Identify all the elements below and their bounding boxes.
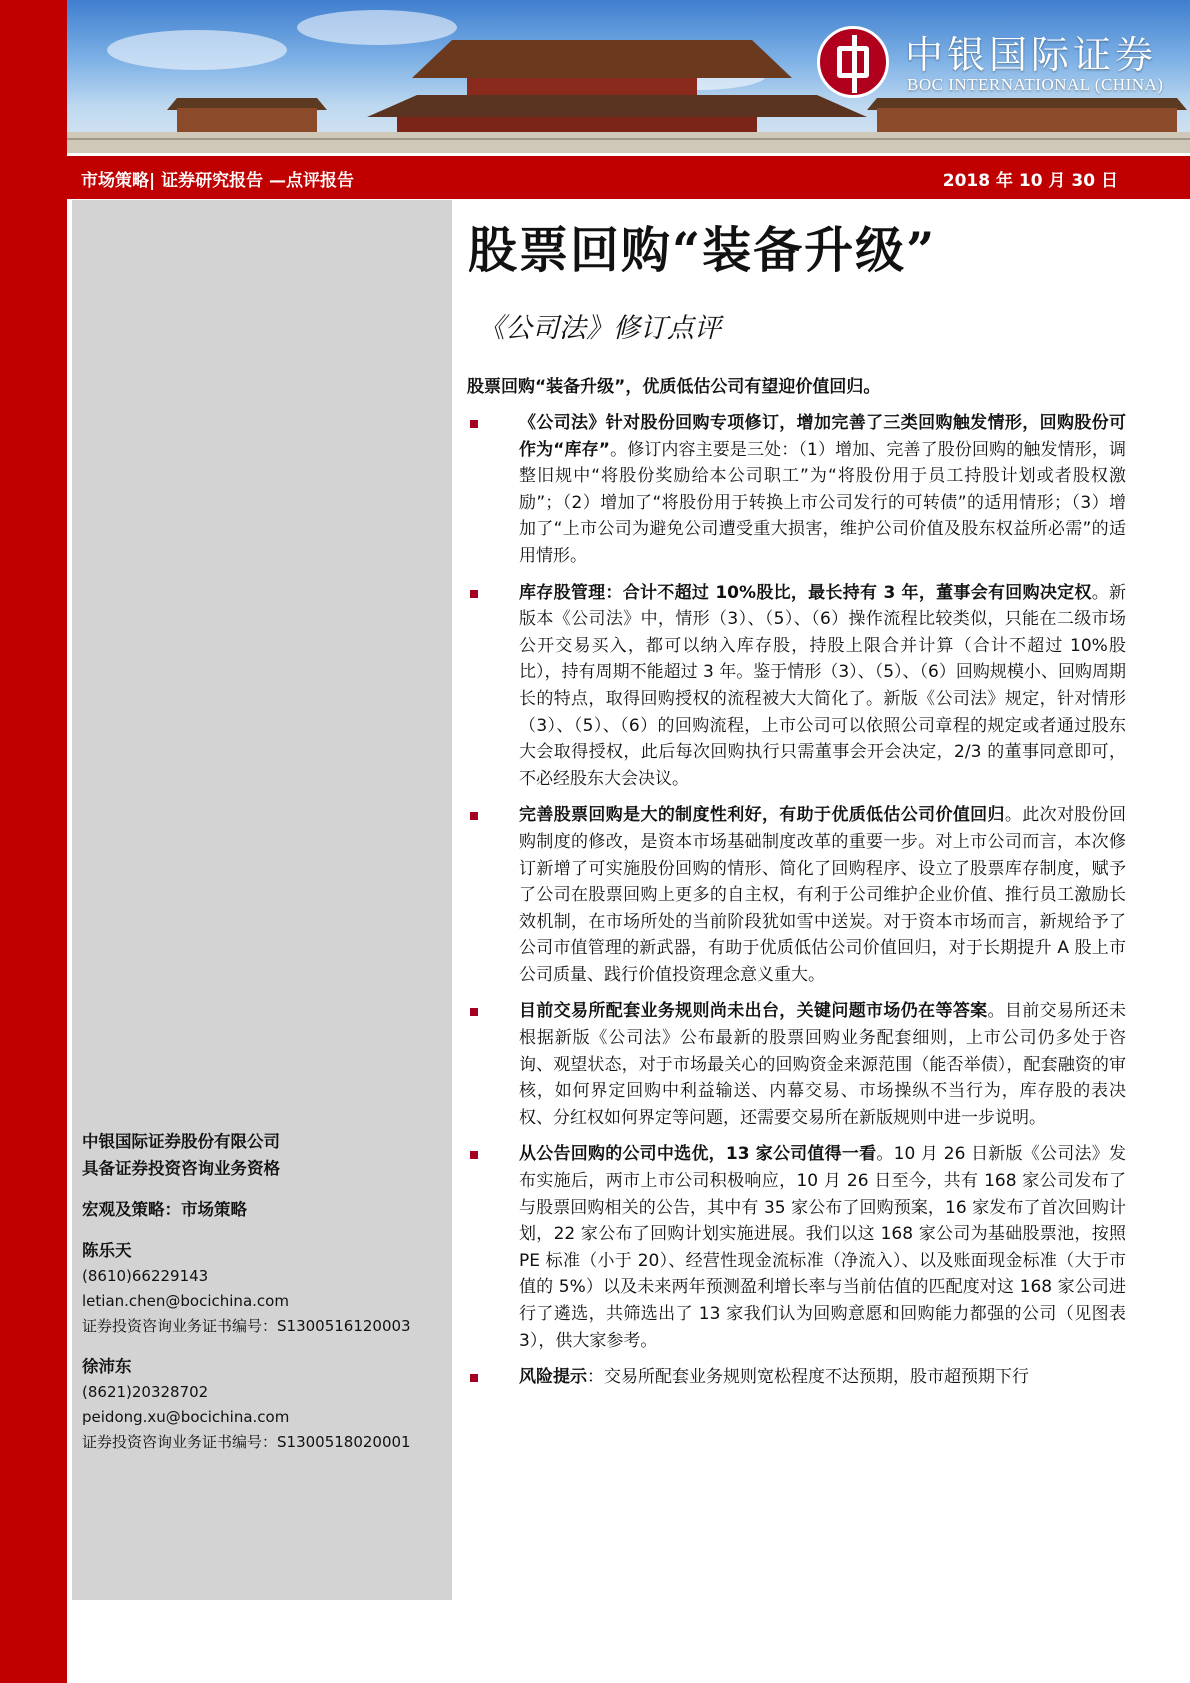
list-item [462, 802, 1126, 988]
logo-chinese-name: 中银国际证券 [905, 33, 1158, 77]
terrace-rail [67, 138, 1190, 140]
report-title: 股票回购“装备升级” [468, 221, 937, 279]
company-qualification: 具备证券投资咨询业务资格 [82, 1159, 280, 1178]
bullet-text: 。修订内容主要是三处：（1）增加、完善了股份回购的触发情形，调整旧规中“将股份奖励给本公司职工”为“将股份用于员工持股计划或者股权激励”；（2）增加了“将股份用于转换上市公司发行的可转债”的适用情形；（3）增加了“上市公司为避免公司遭受重大损害，维护公司价值及股东权益所必需”的适用情形。 [519, 439, 1126, 566]
analyst-email[interactable]: letian.chen@bocichina.com [82, 1292, 289, 1310]
analyst-cert: 证券投资咨询业务证书编号：S1300516120003 [82, 1317, 411, 1335]
list-item [462, 410, 1126, 570]
company-name: 中银国际证券股份有限公司 [82, 1132, 280, 1151]
list-item [462, 580, 1126, 793]
bullet-heading: 库存股管理：合计不超过 10%股比，最长持有 3 年，董事会有回购决定权 [519, 582, 1092, 603]
square-bullet-icon [470, 1151, 478, 1159]
logo-english-name: BOC INTERNATIONAL (CHINA) [907, 75, 1164, 94]
analyst-name: 徐沛东 [82, 1357, 132, 1376]
company-logo [817, 20, 1190, 110]
terrace [67, 132, 1190, 153]
square-bullet-icon [470, 590, 478, 598]
analyst-email[interactable]: peidong.xu@bocichina.com [82, 1408, 290, 1426]
list-item [462, 1364, 1126, 1391]
bullet-heading: 目前交易所配套业务规则尚未出台，关键问题市场仍在等答案 [519, 1001, 988, 1022]
bullet-text: 。目前交易所还未根据新版《公司法》公布最新的股票回购业务配套细则，上市公司仍多处于咨询、观望状态，对于市场最关心的回购资金来源范围（能否举债），配套融资的审核，如何界定回购中利益输送、内幕交易、市场操纵不当行为，库存股的表决权、分红权如何界定等问题，还需要交易所在新版规则中进一步说明。 [519, 1001, 1127, 1128]
boc-logo-icon [817, 26, 889, 98]
header-banner [67, 0, 1190, 153]
palace-roof-image [367, 95, 867, 117]
bullet-text: 。此次对股份回购制度的修改，是资本市场基础制度改革的重要一步。对上市公司而言，本次修订新增了可实施股份回购的情形、简化了回购程序、设立了股票库存制度，赋予了公司在股票回购上更多的自主权，有利于公司维护企业价值、推行员工激励长效机制，在市场所处的当前阶段犹如雪中送炭。对于资本市场而言，新规给予了公司市值管理的新武器，有助于优质低估公司价值回归，对于长期提升 A 股上市公司质量、践行价值投资理念意义重大。 [519, 805, 1127, 985]
palace-roof-image [412, 40, 792, 78]
left-red-margin [0, 0, 67, 1683]
bullet-heading: 风险提示 [519, 1367, 587, 1388]
sidebar-info [82, 1128, 452, 1455]
report-category: 市场策略| 证券研究报告 —点评报告 [81, 171, 355, 191]
report-subtitle: 《公司法》修订点评 [478, 313, 721, 344]
bullet-heading: 从公告回购的公司中选优，13 家公司值得一看 [519, 1144, 877, 1165]
bullet-heading: 完善股票回购是大的制度性利好，有助于优质低估公司价值回归 [519, 805, 1005, 826]
report-summary: 股票回购“装备升级”，优质低估公司有望迎价值回归。 [467, 377, 881, 397]
report-category-bar [67, 153, 1190, 199]
report-date: 2018 年 10 月 30 日 [942, 171, 1118, 191]
analyst-name: 陈乐天 [82, 1241, 132, 1260]
list-item [462, 1141, 1126, 1354]
square-bullet-icon [470, 1374, 478, 1382]
key-points-list [462, 410, 1126, 1401]
square-bullet-icon [470, 1008, 478, 1016]
analyst-phone: (8621)20328702 [82, 1383, 209, 1401]
list-item [462, 998, 1126, 1131]
side-building [177, 108, 317, 134]
bullet-heading: 《公司法》针对股份回购专项修订，增加完善了三类回购触发情形，回购股份可作为“库存” [519, 413, 1126, 460]
sector-label: 宏观及策略：市场策略 [82, 1200, 247, 1219]
side-building [877, 108, 1177, 134]
square-bullet-icon [470, 812, 478, 820]
bullet-text: 。新版本《公司法》中，情形（3）、（5）、（6）操作流程比较类似，只能在二级市场公开交易买入，都可以纳入库存股，持股上限合并计算（合计不超过 10%股比），持有周期不能超过 3 年。鉴于情形（3）、（5）、（6）回购规模小、回购周期长的特点，取得回购授权的流程被大大简化了。新版《公司法》规定，针对情形（3）、（5）、（6）的回购流程，上市公司可以依照公司章程的规定或者通过股东大会取得授权，此后每次回购执行只需董事会开会决定，2/3 的董事同意即可，不必经股东大会决议。 [519, 582, 1127, 789]
bullet-text: ：交易所配套业务规则宽松程度不达预期，股市超预期下行 [587, 1367, 1029, 1388]
logo-bar [852, 35, 857, 93]
analyst-cert: 证券投资咨询业务证书编号：S1300518020001 [82, 1433, 411, 1451]
cloud [107, 30, 287, 70]
analyst-phone: (8610)66229143 [82, 1267, 209, 1285]
square-bullet-icon [470, 420, 478, 428]
bullet-text: 。10 月 26 日新版《公司法》发布实施后，两市上市公司积极响应，10 月 26 日至今，共有 168 家公司发布了与股票回购相关的公告，其中有 35 家公布了回购预案，16 家发布了首次回购计划，22 家公布了回购计划实施进展。我们以这 168 家公司为基础股票池，按照 PE 标准（小于 20）、经营性现金流标准（净流入）、以及账面现金标准（大于市值的 5%）以及未来两年预测盈利增长率与当前估值的匹配度对这 168 家公司进行了遴选，共筛选出了 13 家我们认为回购意愿和回购能力都强的公司（见图表 3），供大家参考。 [519, 1144, 1126, 1351]
